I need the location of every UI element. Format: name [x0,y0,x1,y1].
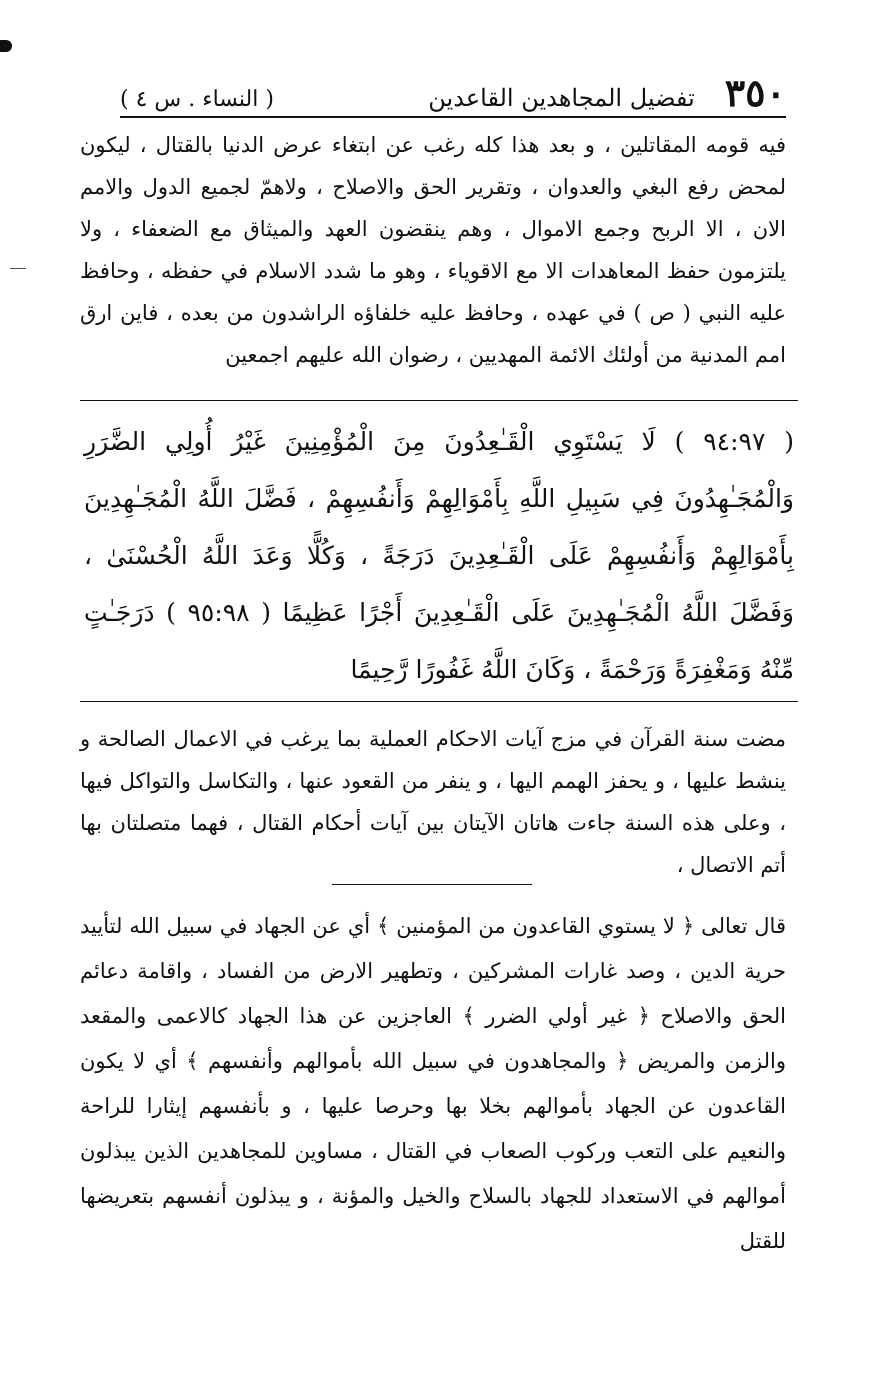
page-header [120,62,786,118]
quran-verse-block: ( ٩٤:٩٧ ) لَا يَسْتَوِي الْقَـٰعِدُونَ مِنَ الْمُؤْمِنِينَ غَيْرُ أُولِي الضَّرَرِ وَالْمُجَـٰهِدُونَ فِي سَبِيلِ اللَّهِ بِأَمْوَالِهِمْ وَأَنفُسِهِمْ ، فَضَّلَ اللَّهُ الْمُجَـٰهِدِينَ بِأَمْوَالِهِمْ وَأَنفُسِهِمْ عَلَى الْقَـٰعِدِينَ دَرَجَةً ، وَكُلًّا وَعَدَ اللَّهُ الْحُسْنَىٰ ، وَفَضَّلَ اللَّهُ الْمُجَـٰهِدِينَ عَلَى الْقَـٰعِدِينَ أَجْرًا عَظِيمًا ( ٩٥:٩٨ ) دَرَجَـٰتٍ مِّنْهُ وَمَغْفِرَةً وَرَحْمَةً ، وَكَانَ اللَّهُ غَفُورًا رَّحِيمًا [80,400,798,702]
section-rule [332,884,532,885]
margin-mark [0,40,12,52]
page-title: تفضيل المجاهدين القاعدين [428,84,695,112]
paragraph-intro: فيه قومه المقاتلين ، و بعد هذا كله رغب عن ابتغاء عرض الدنيا بالقتال ، ليكون لمحض رفع البغي والعدوان ، وتقرير الحق والاصلاح ، ولاهمّ لجميع الدول والامم الان ، الا الربح وجمع الاموال ، وهم ينقضون العهد والميثاق مع الضعفاء ، ولا يلتزمون حفظ المعاهدات الا مع الاقوياء ، وهو ما شدد الاسلام في حفظه ، وحافظ عليه النبي ( ص ) في عهده ، وحافظ عليه خلفاؤه الراشدون من بعده ، فاين ارق امم المدنية من أولئك الائمة المهديين ، رضوان الله عليهم اجمعين [80,133,786,367]
paragraph-commentary: مضت سنة القرآن في مزج آيات الاحكام العملية بما يرغب في الاعمال الصالحة و ينشط عليها ، و يحفز الهمم اليها ، و ينفر من القعود عنها ، والتكاسل والتواكل فيها ، وعلى هذه السنة جاءت هاتان الآيتان بين آيات أحكام القتال ، فهما متصلتان بها أتم الاتصال ، [80,727,786,877]
page-number: ٣٥٠ [724,70,786,115]
margin-tick [10,268,26,269]
surah-reference: ( النساء . س ٤ ) [120,87,274,112]
paragraph-tafsir: قال تعالى ﴿ لا يستوي القاعدون من المؤمنين ﴾ أي عن الجهاد في سبيل الله لتأييد حرية الدين ، وصد غارات المشركين ، وتطهير الارض من الفساد ، واقامة دعائم الحق والاصلاح ﴿ غير أولي الضرر ﴾ العاجزين عن هذا الجهاد كالاعمى والمقعد والزمن والمريض ﴿ والمجاهدون في سبيل الله بأموالهم وأنفسهم ﴾ أي لا يكون القاعدون عن الجهاد بأموالهم بخلا بها وحرصا عليها ، و بأنفسهم إيثارا للراحة والنعيم على التعب وركوب الصعاب في القتال ، مساوين للمجاهدين الذين يبذلون أموالهم في الاستعداد للجهاد بالسلاح والخيل والمؤنة ، و يبذلون أنفسهم بتعريضها للقتل [80,914,786,1253]
